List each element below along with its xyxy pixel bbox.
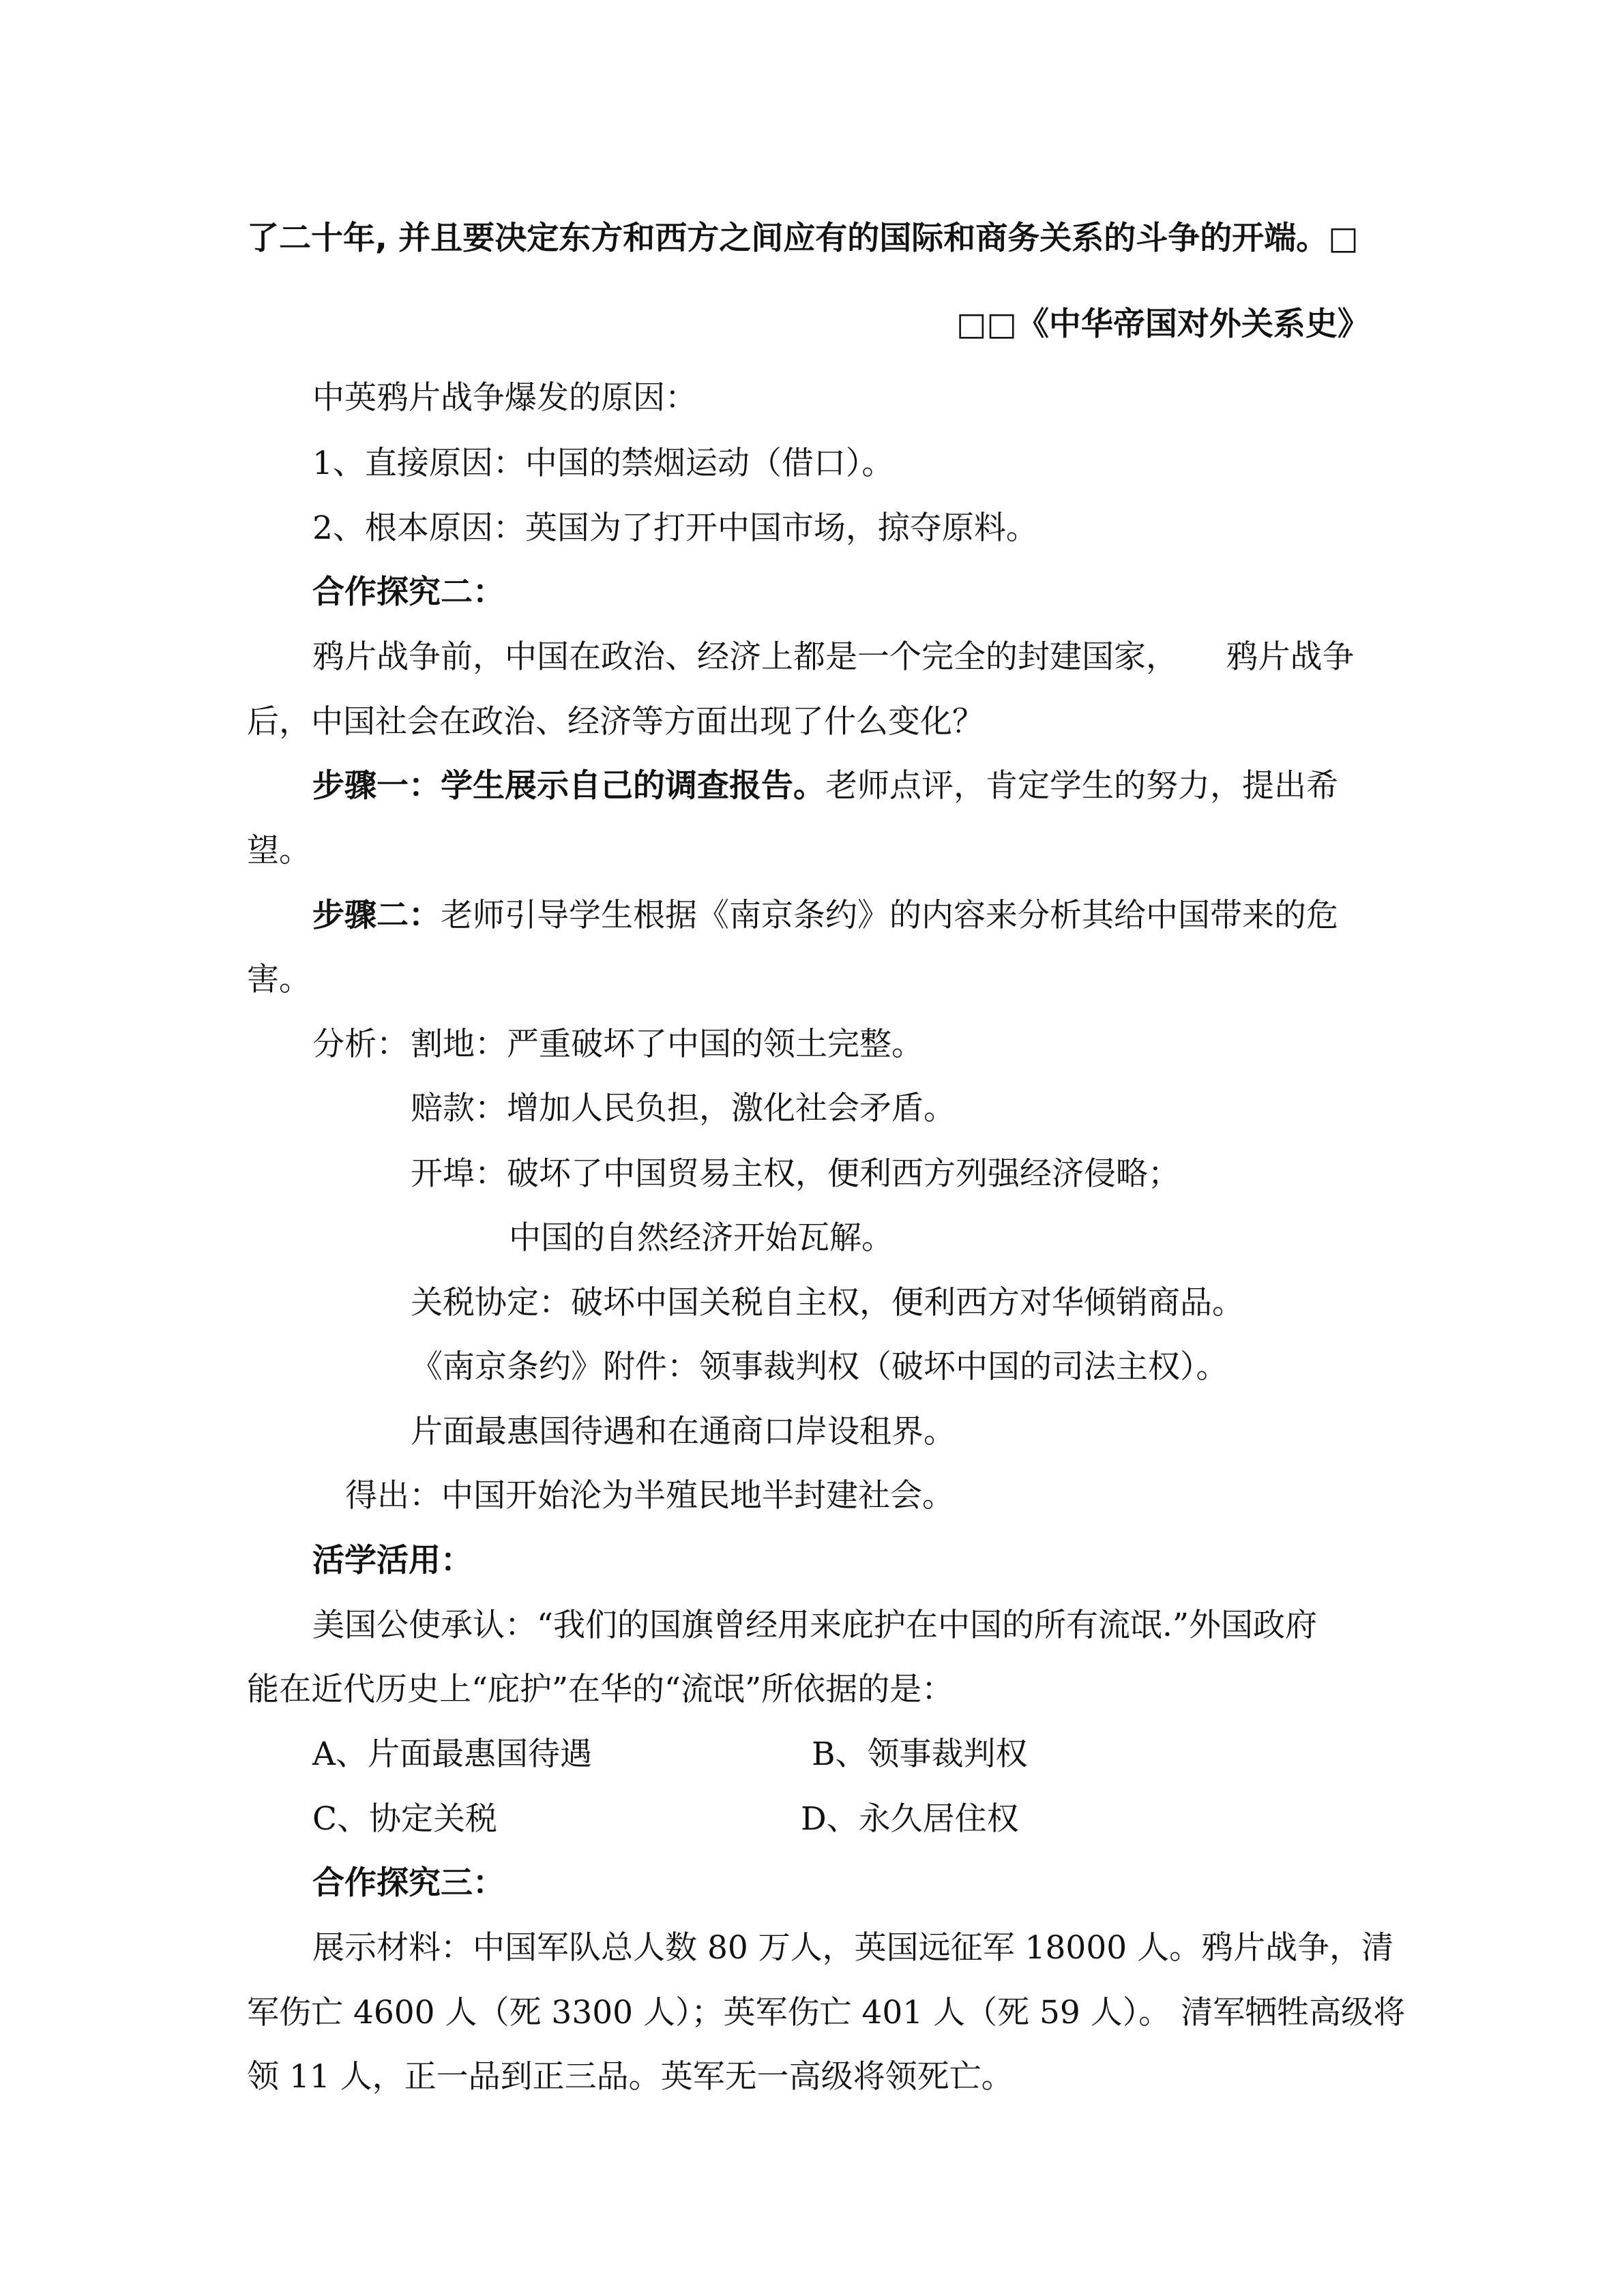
step2	[312, 894, 1338, 938]
option-a: A、片面最惠国待遇	[312, 1735, 592, 1773]
option-c: C、协定关税	[312, 1800, 497, 1838]
analysis-indemnity: 赔款：增加人民负担，激化社会矛盾。	[411, 1090, 956, 1127]
step2-continued: 害。	[247, 961, 311, 998]
step2-text: 老师引导学生根据《南京条约》的内容来分析其给中国带来的危	[441, 897, 1338, 934]
practice-question-line2: 能在近代历史上“庇护”在华的“流氓”所依据的是：	[247, 1671, 954, 1708]
step2-label: 步骤二：	[312, 897, 441, 934]
step1-label: 步骤一：学生展示自己的调查报告。	[312, 767, 825, 805]
explore3-heading: 合作探究三：	[312, 1864, 505, 1902]
step1-continued: 望。	[247, 832, 311, 869]
quote-source: □□《中华帝国对外关系史》	[956, 305, 1370, 343]
practice-question-line1: 美国公使承认：“我们的国旗曾经用来庇护在中国的所有流氓.”外国政府	[312, 1607, 1317, 1644]
step1	[312, 764, 1338, 808]
step1-text: 老师点评，肯定学生的努力，提出希	[825, 767, 1338, 805]
analysis-label: 分析：	[312, 1026, 409, 1063]
practice-heading: 活学活用：	[312, 1542, 473, 1579]
analysis-land: 割地：严重破坏了中国的领土完整。	[411, 1026, 924, 1063]
explore2-question-line2: 后，中国社会在政治、经济等方面出现了什么变化？	[247, 703, 984, 741]
analysis-ports: 开埠：破坏了中国贸易主权，便利西方列强经济侵略；	[411, 1155, 1180, 1193]
analysis-tariff: 关税协定：破坏中国关税自主权，便利西方对华倾销商品。	[411, 1284, 1244, 1322]
cause-fundamental: 2、根本原因：英国为了打开中国市场，掠夺原料。	[312, 509, 1038, 547]
explore3-line2: 军伤亡 4600 人（死 3300 人）；英军伤亡 401 人（死 59 人）。 清军牺牲高级将	[247, 1994, 1406, 2031]
option-d: D、永久居住权	[801, 1800, 1019, 1838]
cause-direct: 1、直接原因：中国的禁烟运动（借口）。	[312, 445, 894, 482]
analysis-ports-continued: 中国的自然经济开始瓦解。	[509, 1219, 894, 1257]
explore3-line3: 领 11 人，正一品到正三品。英军无一高级将领死亡。	[247, 2058, 1014, 2096]
explore2-heading: 合作探究二：	[312, 573, 505, 611]
analysis-annex: 《南京条约》附件：领事裁判权（破坏中国的司法主权）。	[411, 1348, 1228, 1386]
explore3-line1: 展示材料：中国军队总人数 80 万人，英国远征军 18000 人。鸦片战争，清	[312, 1929, 1394, 1967]
option-b: B、领事裁判权	[812, 1735, 1028, 1773]
analysis-conclusion: 得出：中国开始沦为半殖民地半封建社会。	[345, 1477, 954, 1515]
causes-heading: 中英鸦片战争爆发的原因：	[312, 379, 697, 417]
quote-line: 了二十年, 并且要决定东方和西方之间应有的国际和商务关系的斗争的开端。□	[247, 220, 1359, 257]
analysis-mfn: 片面最惠国待遇和在通商口岸设租界。	[411, 1413, 956, 1450]
explore2-question-line1: 鸦片战争前，中国在政治、经济上都是一个完全的封建国家， 鸦片战争	[312, 638, 1355, 676]
